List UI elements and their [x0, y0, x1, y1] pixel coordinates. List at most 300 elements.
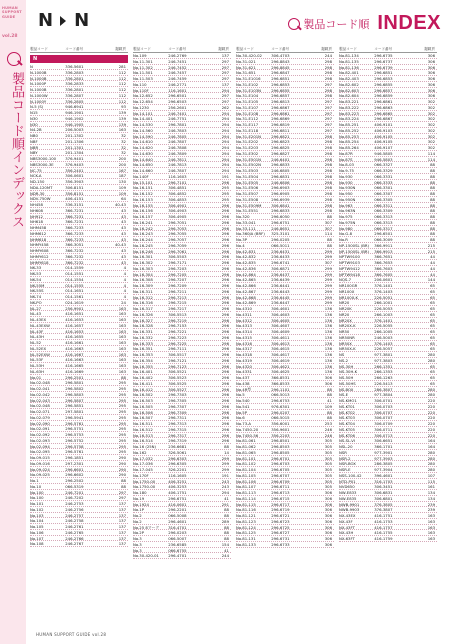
product-code: No.16-502 — [133, 392, 153, 397]
product-code: No.4314 — [236, 329, 252, 334]
page-number: 306 — [427, 53, 435, 58]
code-number: 066-5013 — [271, 392, 290, 397]
page-number: 298 — [324, 64, 332, 70]
product-code: No.17-032 — [133, 455, 153, 461]
page-number: 295 — [118, 397, 126, 403]
page-number: 246 — [324, 432, 332, 438]
product-code: No.963 — [339, 202, 353, 208]
page-number: 298 — [324, 202, 332, 208]
product-code: No.14-590 — [133, 133, 153, 139]
product-code: NS-KT05 — [339, 426, 355, 432]
code-number: 306-0709 — [374, 421, 393, 426]
page-number: 298 — [324, 196, 332, 202]
code-number: 296-6831 — [271, 173, 290, 179]
product-code: No.81-133 — [236, 541, 256, 547]
page-number: 298 — [324, 139, 332, 144]
page-number: 220 — [427, 409, 435, 415]
code-number: 296-6731 — [271, 536, 290, 541]
page-number: 137 — [118, 512, 126, 518]
page-number: 88 — [430, 179, 435, 185]
page-number: 307 — [324, 260, 332, 265]
code-number: 306-0707 — [374, 409, 393, 415]
page-number: 167 — [118, 167, 126, 173]
product-code: No.R — [339, 237, 348, 242]
product-code: No.42-866 — [236, 283, 256, 288]
page-number: 295 — [118, 426, 126, 431]
code-number: 296-7303 — [168, 392, 187, 397]
page-number: 65 — [430, 294, 435, 300]
page-number: 88 — [224, 536, 229, 541]
code-number: 416-1753 — [374, 518, 393, 524]
code-number: 296-6733 — [271, 541, 290, 547]
product-code: NS-50H — [339, 375, 354, 380]
code-number: 416-1751 — [374, 513, 393, 518]
product-code: NSR-E — [339, 467, 351, 472]
product-code: No.02-041 — [30, 386, 50, 391]
product-code: No.14-660 — [133, 168, 153, 173]
product-code: NDV-750W — [30, 196, 51, 201]
page-number: 32 — [121, 150, 126, 155]
code-number: 066-5011 — [271, 242, 290, 248]
code-number: 296-6739 — [374, 64, 393, 70]
page-number: 297 — [221, 70, 229, 75]
column-header-cell: コード番号 — [271, 47, 290, 51]
product-code: No.81-101 — [236, 455, 256, 461]
page-number: 136 — [324, 311, 332, 317]
page-number: 163 — [427, 530, 435, 535]
page-number: 130 — [118, 179, 126, 184]
product-code: No.11-301 — [133, 58, 153, 64]
page-number: 296 — [221, 300, 229, 305]
code-number: 246-7457 — [168, 70, 187, 75]
code-number: 246-2766 — [65, 535, 84, 541]
page-number: 88 — [430, 231, 435, 236]
code-number: 336-2801 — [65, 75, 84, 81]
product-code: NL-63H — [30, 368, 44, 374]
code-number: 306-0601 — [65, 173, 84, 178]
page-number: 239 — [427, 507, 435, 512]
product-code: No.31-E103N — [236, 87, 261, 93]
page-number: 88 — [430, 196, 435, 202]
code-number: 296-7051 — [168, 219, 187, 225]
product-code: No.16-246 — [133, 248, 153, 254]
code-number: 306-3451 — [374, 484, 393, 489]
page-number: 299 — [324, 288, 332, 294]
product-code: No.42-867 — [236, 288, 256, 294]
code-number: 246-7805 — [168, 133, 187, 139]
product-code: No.16-513 — [133, 432, 153, 438]
page-number: 24 — [121, 299, 126, 305]
page-number: 65 — [430, 306, 435, 311]
code-number: 296-5761 — [65, 420, 84, 426]
page-number: 43 — [121, 225, 126, 230]
product-code: NR50NR — [339, 334, 355, 340]
code-number: 296-6851 — [374, 70, 393, 75]
code-number: 296-5761 — [65, 449, 84, 454]
page-number: 305 — [324, 472, 332, 478]
product-code: No.950N — [339, 196, 356, 202]
code-number: 296-6863 — [374, 104, 393, 110]
list-item — [339, 536, 437, 542]
code-number: 014-1555 — [65, 282, 84, 288]
code-number: 296-6751 — [271, 219, 290, 225]
page-number: 280 — [427, 467, 435, 472]
page-number: 297 — [324, 99, 332, 104]
code-number: 296-7221 — [168, 329, 187, 334]
code-number: 246-2757 — [65, 512, 84, 518]
product-code: NPTW9418 — [339, 271, 360, 277]
code-number: 246-7811 — [168, 156, 187, 162]
page-number: 294 — [221, 133, 229, 139]
product-code: No.4317 — [236, 346, 252, 351]
page-number: 137 — [221, 53, 229, 58]
page-number: 114 — [427, 150, 435, 156]
page-number: 200 — [118, 161, 126, 167]
page-number: 4 — [123, 282, 126, 288]
page-number: 299 — [324, 265, 332, 271]
code-number: 316-4701 — [168, 524, 187, 530]
page-number: 88 — [430, 225, 435, 231]
code-number: 296-6853 — [271, 81, 290, 87]
code-number: 296-7215 — [168, 300, 187, 305]
product-code: NSR — [339, 449, 347, 455]
page-number: 253 — [324, 421, 332, 426]
product-code: No.02-048 — [30, 403, 50, 408]
code-number: 306-4621 — [271, 363, 290, 369]
page-number: 88 — [430, 191, 435, 196]
code-number: 416-0601 — [168, 501, 187, 507]
code-number: 066-3305 — [374, 196, 393, 202]
code-number: 296-6707 — [271, 472, 290, 478]
code-number: 306-6651 — [374, 438, 393, 443]
page-number: 44 — [430, 260, 435, 265]
code-number: 296-7101 — [168, 179, 187, 185]
product-code: NSR-BOX — [339, 461, 356, 466]
code-number: 296-7217 — [168, 306, 187, 311]
code-number: 296-7213 — [168, 294, 187, 300]
code-number: 366-7232 — [65, 248, 84, 253]
page-number: 306 — [324, 501, 332, 507]
page-number: 88 — [224, 444, 229, 449]
page-number: 44 — [430, 265, 435, 271]
page-number: 295 — [118, 403, 126, 408]
code-number: 366-7605 — [374, 271, 393, 277]
code-number: 366-8533 — [271, 380, 290, 386]
page-number: 14 — [224, 449, 229, 455]
product-code: No.106 — [30, 529, 44, 535]
page-number: 296 — [221, 421, 229, 426]
code-number: 296-6833 — [271, 208, 290, 213]
page-number: 296 — [221, 265, 229, 271]
code-number: 376-1401 — [374, 317, 393, 323]
product-code: No.02-095 — [30, 449, 50, 454]
product-code: No.16-401 — [133, 369, 153, 374]
page-number: 65 — [430, 311, 435, 317]
page-number: 296 — [221, 225, 229, 231]
code-number: 296-6705 — [271, 467, 290, 472]
code-number: 296-1101 — [271, 386, 290, 392]
sidebar-title: 製品コード順インデックス — [9, 72, 24, 228]
product-code: No.85-252 — [339, 127, 359, 133]
page-number: 302 — [427, 133, 435, 139]
code-number: 336-2801 — [65, 87, 84, 92]
product-code: No.16-241 — [133, 219, 153, 225]
page-number: 296 — [221, 438, 229, 443]
product-code: NWB-9903 — [339, 507, 360, 512]
page-number: 136 — [324, 334, 332, 340]
page-number: 296 — [221, 409, 229, 415]
page-number: 296 — [221, 403, 229, 409]
page-number: 65 — [430, 283, 435, 288]
code-number: 296-6821 — [271, 133, 290, 139]
triangle-icon — [59, 14, 69, 26]
product-code: NQS-7 — [339, 277, 352, 282]
code-number: 296-6861 — [374, 99, 393, 104]
code-number: 201-1302 — [65, 133, 84, 138]
page-number: 299 — [324, 283, 332, 288]
product-code: No.31-E507 — [236, 191, 259, 196]
page-number: 280 — [427, 352, 435, 357]
code-number: 296-6303 — [168, 455, 187, 461]
product-code: No.14-401 — [133, 116, 153, 121]
code-number: 366-7233 — [65, 230, 84, 236]
page-number: 297 — [221, 93, 229, 98]
code-number: 296-6715 — [271, 495, 290, 501]
code-number: 336-5601 — [65, 64, 84, 69]
page-number: 65 — [430, 317, 435, 323]
code-number: 296-5753 — [65, 432, 84, 437]
product-code: NR100X — [339, 288, 355, 294]
code-number: 246-7452 — [168, 64, 187, 70]
product-code: No.33-111 — [236, 225, 256, 231]
page-number: 295 — [118, 409, 126, 414]
page-number: 220 — [427, 432, 435, 438]
product-code: No.16-309 — [133, 283, 153, 288]
code-number: 296-7059 — [168, 242, 187, 248]
code-number: 356-2203 — [271, 432, 290, 438]
page-number: 306 — [324, 524, 332, 530]
product-code: No.975N — [339, 219, 356, 225]
product-code: N-1000W — [30, 92, 48, 98]
page-number: 306 — [427, 87, 435, 93]
product-code: No.31-E505 — [236, 179, 259, 185]
page-number: 65 — [430, 288, 435, 294]
product-code: NSR-2 — [339, 455, 351, 461]
code-number: 336-3151 — [65, 202, 84, 207]
page-number: 298 — [324, 168, 332, 173]
code-number: 116-1603 — [168, 173, 187, 179]
product-code: No.81-121 — [236, 513, 256, 518]
code-number: 296-7207 — [168, 277, 187, 282]
page-number: 298 — [324, 93, 332, 98]
page-number: 306 — [324, 541, 332, 547]
product-code: NS-E — [339, 392, 349, 397]
code-number: 296-5802 — [65, 386, 84, 391]
code-number: 296-4701 — [168, 553, 187, 558]
code-number: 246-7751 — [168, 116, 187, 121]
product-code: NR50X-K — [339, 346, 356, 351]
code-number: 246-6805 — [271, 168, 290, 173]
product-code: No.31-E1016 — [236, 76, 261, 81]
product-code: No.16-317 — [133, 306, 153, 311]
page-number: 280 — [427, 386, 435, 392]
product-code: No.3 — [133, 536, 142, 541]
product-code: N-1000Y — [30, 98, 47, 104]
product-code: NS-30H — [339, 363, 354, 369]
product-code: NCK-A — [30, 173, 42, 178]
code-number: 306-4853 — [168, 196, 187, 202]
product-code: No.42-865 — [236, 277, 256, 282]
product-code: No.81-107 — [236, 484, 256, 489]
code-number: 296-7319 — [168, 438, 187, 443]
product-code: NBR — [30, 144, 39, 150]
code-number: 296-6855 — [374, 81, 393, 87]
code-number: 296-7801 — [168, 122, 187, 127]
product-code: No.162 — [133, 449, 147, 455]
code-number: 296-7223 — [168, 334, 187, 340]
code-number: 306-5513 — [168, 311, 187, 317]
product-code: No.16-328 — [133, 323, 153, 328]
code-number: 246-7808 — [168, 145, 187, 150]
page-number: 161 — [427, 484, 435, 489]
code-number: 201-1304 — [65, 150, 84, 155]
page-number: 43 — [121, 259, 126, 265]
page-number: 65 — [430, 329, 435, 334]
product-code: NH618 — [30, 219, 43, 224]
code-number: 296-8845 — [271, 64, 290, 70]
product-code: No.980 — [339, 225, 353, 231]
product-code: No.17-036 — [133, 461, 153, 466]
page-number: 294 — [221, 162, 229, 167]
page-number: 191 — [221, 472, 229, 478]
code-number: 236-6433 — [271, 254, 290, 259]
product-code: No.1750-00 — [133, 484, 156, 489]
code-number: 336-2803 — [65, 69, 84, 75]
code-number: 296-8503 — [271, 444, 290, 449]
page-number: 296 — [221, 357, 229, 363]
list-item — [30, 541, 128, 547]
product-code: NK-55S — [30, 288, 44, 293]
product-code: No.102 — [30, 506, 44, 512]
search-icon — [288, 18, 300, 30]
page-number: 115 — [427, 478, 435, 484]
code-number: 296-7203 — [168, 265, 187, 271]
code-number: 296-8843 — [271, 58, 290, 64]
page-number: 305 — [324, 444, 332, 449]
code-number: 416-1669 — [65, 368, 84, 374]
code-number: 296-7317 — [168, 432, 187, 438]
page-number: 139 — [118, 110, 126, 115]
product-code: NDA-120MT — [30, 184, 53, 190]
page-number: 43 — [121, 207, 126, 213]
code-number: 246-7451 — [168, 58, 187, 64]
product-code: No.16-155 — [133, 202, 153, 208]
page-number: 295 — [118, 443, 126, 449]
code-number: 336-2833 — [65, 81, 84, 86]
product-code: No.14-530 — [133, 122, 153, 127]
code-number: 946-1905 — [65, 121, 84, 127]
product-code: NH608 — [30, 207, 43, 213]
code-number: 406-9103 — [374, 127, 393, 133]
code-number: 024-1619 — [65, 299, 84, 305]
page-number: 137 — [118, 529, 126, 535]
page-number: 302 — [427, 127, 435, 133]
product-code: No.85-253 — [339, 133, 359, 139]
code-number: 296-7219 — [168, 317, 187, 323]
page-number: 262 — [221, 104, 229, 110]
code-number: 416-1655 — [65, 334, 84, 339]
page-number: 163 — [427, 518, 435, 524]
code-number: 416-1667 — [65, 351, 84, 357]
code-number: 296-2501 — [65, 374, 84, 380]
page-number: 302 — [427, 145, 435, 150]
page-number: 306 — [427, 76, 435, 81]
page-number: 43 — [121, 230, 126, 236]
code-number: 066-3313 — [374, 214, 393, 219]
page-number: 302 — [427, 99, 435, 104]
product-code: No.16-412 — [133, 386, 153, 392]
page-number: 88 — [430, 185, 435, 190]
code-number: 296-7211 — [168, 288, 187, 294]
product-code: NPTW9103 — [339, 260, 360, 265]
product-code: No.31-621 — [236, 64, 256, 70]
product-code: No.31-E504 — [236, 173, 259, 179]
page-number: 294 — [221, 490, 229, 495]
code-number: 296-7057 — [168, 237, 187, 242]
page-number: 163 — [118, 127, 126, 132]
header-label: 製品コード順 — [303, 17, 370, 31]
code-number: 356-2401 — [65, 167, 84, 173]
product-code: No.16-302 — [133, 260, 153, 265]
product-code: No.31-E203 — [236, 145, 259, 150]
page-number: 137 — [118, 501, 126, 506]
page-number: 302 — [427, 139, 435, 144]
product-code: No.16-355 — [133, 363, 153, 369]
page-number: 299 — [324, 277, 332, 282]
code-number: 946-1901 — [65, 110, 84, 115]
page-number: 40-43 — [114, 202, 126, 207]
code-number: 325-3101 — [271, 231, 290, 236]
product-code: NHMY612 — [30, 253, 49, 259]
product-code: No.16-311 — [133, 288, 153, 294]
column-header-cell: 製品コード — [339, 47, 357, 51]
page-number: 298 — [324, 179, 332, 185]
page-number: 136 — [324, 306, 332, 311]
code-number: 306-6841 — [271, 202, 290, 208]
page-number: 43 — [121, 253, 126, 259]
page-number: 298 — [324, 133, 332, 139]
code-number: 296-6711 — [271, 484, 290, 489]
product-code: No.85-264 — [339, 145, 359, 150]
code-number: 296-7313 — [168, 421, 187, 426]
page-number: 88 — [430, 208, 435, 213]
code-number: 296-6727 — [271, 530, 290, 535]
code-number: 296-6861 — [271, 110, 290, 116]
code-number: 296-5851 — [65, 403, 84, 408]
page-number: 187 — [118, 173, 126, 178]
page-number: 163 — [118, 334, 126, 339]
product-code: No.16-304 — [133, 271, 153, 277]
code-number: 306-6801 — [374, 495, 393, 501]
code-number: 306-0707 — [374, 415, 393, 420]
code-number: 336-2805 — [65, 98, 84, 104]
page-number: 306 — [427, 81, 435, 87]
code-number: 366-3051 — [65, 242, 84, 247]
page-number: 88 — [327, 214, 332, 219]
page-number: 215 — [427, 242, 435, 248]
page-number: 306 — [324, 507, 332, 512]
code-number: 306-4905 — [168, 214, 187, 219]
